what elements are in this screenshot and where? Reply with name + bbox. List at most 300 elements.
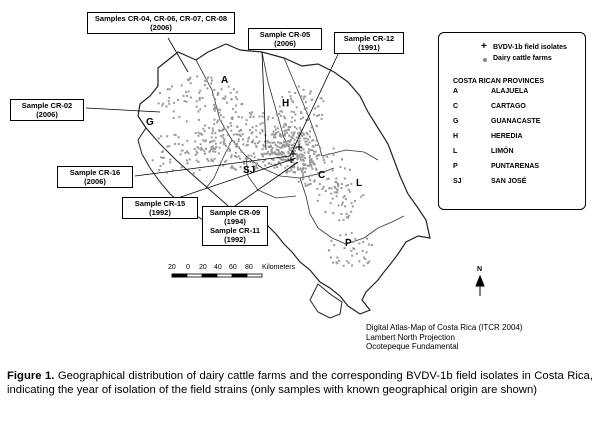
dairy-farm-dot <box>200 149 202 151</box>
dairy-farm-dot <box>363 265 365 267</box>
dairy-farm-dot <box>283 141 285 143</box>
dairy-farm-dot <box>196 146 198 148</box>
dairy-farm-dot <box>277 131 279 133</box>
dairy-farm-dot <box>261 153 263 155</box>
province-name: PUNTARENAS <box>491 163 540 170</box>
dairy-farm-dot <box>209 151 211 153</box>
north-arrow-graphic <box>476 276 484 296</box>
atlas-source-note <box>366 323 523 352</box>
dairy-farm-dot <box>269 142 271 144</box>
dairy-farm-dot <box>333 154 335 156</box>
dairy-farm-dot <box>196 152 198 154</box>
dairy-farm-dot <box>215 146 217 148</box>
dairy-farm-dot <box>190 97 192 99</box>
dairy-farm-dot <box>205 148 207 150</box>
dairy-farm-dot <box>311 149 313 151</box>
dairy-farm-dot <box>210 148 212 150</box>
dairy-farm-dot <box>210 77 212 79</box>
dairy-farm-dot <box>226 102 228 104</box>
dairy-farm-dot <box>204 153 206 155</box>
dairy-farm-dot <box>162 103 164 105</box>
dairy-farm-dot <box>301 95 303 97</box>
dairy-farm-dot <box>152 159 154 161</box>
legend-farms-label: Dairy cattle farms <box>493 55 552 62</box>
scale-tick: 60 <box>229 264 237 271</box>
dairy-farm-dot <box>214 148 216 150</box>
callout-line: Sample CR-12 <box>343 34 395 43</box>
dairy-farm-dot <box>308 176 310 178</box>
callout-line: (2006) <box>84 177 106 186</box>
dairy-farm-dot <box>214 151 216 153</box>
dairy-farm-dot <box>289 147 291 149</box>
dairy-farm-dot <box>197 135 199 137</box>
dairy-farm-dot <box>238 155 240 157</box>
dairy-farm-dot <box>312 160 314 162</box>
dairy-farm-dot <box>227 126 229 128</box>
dairy-farm-dot <box>325 170 327 172</box>
dairy-farm-dot <box>288 91 290 93</box>
dairy-farm-dot <box>371 244 373 246</box>
dairy-farm-dot <box>259 123 261 125</box>
dairy-farm-dot <box>288 135 290 137</box>
dairy-farm-dot <box>290 98 292 100</box>
dairy-farm-dot <box>313 153 315 155</box>
dairy-farm-dot <box>274 136 276 138</box>
dairy-farm-dot <box>291 161 293 163</box>
dairy-farm-dot <box>204 130 206 132</box>
dairy-farm-dot <box>299 127 301 129</box>
dairy-farm-dot <box>283 116 285 118</box>
dairy-farm-dot <box>216 121 218 123</box>
dairy-farm-dot <box>301 171 303 173</box>
dairy-farm-dot <box>296 158 298 160</box>
dairy-farm-dot <box>166 146 168 148</box>
dairy-farm-dot <box>213 104 215 106</box>
north-arrow-label: N <box>477 266 483 273</box>
dairy-farm-dot <box>307 133 309 135</box>
dairy-farm-dot <box>204 105 206 107</box>
dairy-farm-dot <box>302 132 304 134</box>
dairy-farm-dot <box>198 132 200 134</box>
dairy-farm-dot <box>213 108 215 110</box>
dairy-farm-dot <box>198 119 200 121</box>
dairy-farm-dot <box>173 117 175 119</box>
dairy-farm-dot <box>196 106 198 108</box>
province-name: GUANACASTE <box>491 118 541 125</box>
dairy-farm-dot <box>348 189 350 191</box>
dairy-farm-dot <box>292 101 294 103</box>
dairy-farm-dot <box>354 238 356 240</box>
dairy-farm-dot <box>278 146 280 148</box>
dairy-farm-dot <box>177 99 179 101</box>
dairy-farm-dot <box>341 158 343 160</box>
dairy-farm-dot <box>235 105 237 107</box>
dairy-farm-dot <box>241 117 243 119</box>
dairy-farm-dot <box>195 132 197 134</box>
dairy-farm-dot <box>334 191 336 193</box>
dairy-farm-dot <box>274 152 276 154</box>
dairy-farm-dot <box>158 169 160 171</box>
dairy-farm-dot <box>230 122 232 124</box>
dairy-farm-dot <box>334 186 336 188</box>
dairy-farm-dot <box>284 167 286 169</box>
dairy-farm-dot <box>330 202 332 204</box>
dairy-farm-dot <box>212 150 214 152</box>
atlas-note-line: Lambert North Projection <box>366 332 455 342</box>
atlas-note-line: Digital Atlas-Map of Costa Rica (ITCR 2004) <box>366 323 523 332</box>
callout-line: Sample CR-11 <box>209 226 261 235</box>
dairy-farm-dot <box>225 95 227 97</box>
dairy-farm-dot <box>278 161 280 163</box>
dairy-farm-dot <box>338 219 340 221</box>
dairy-farm-dot <box>362 241 364 243</box>
dairy-farm-dot <box>312 139 314 141</box>
dairy-farm-dot <box>317 200 319 202</box>
callout-line: (2006) <box>36 110 58 119</box>
dairy-farm-dot <box>160 165 162 167</box>
dairy-farm-dot <box>276 166 278 168</box>
dairy-farm-dot <box>194 148 196 150</box>
dairy-farm-dot <box>296 128 298 130</box>
dairy-farm-dot <box>208 127 210 129</box>
dairy-farm-dot <box>207 160 209 162</box>
dairy-farm-dot <box>245 158 247 160</box>
dairy-farm-dot <box>186 101 188 103</box>
dairy-farm-dot <box>346 260 348 262</box>
dairy-farm-dot <box>368 244 370 246</box>
callout-cr16 <box>57 166 133 188</box>
dairy-farm-dot <box>324 211 326 213</box>
map-letter-p: P <box>345 238 352 249</box>
province-abbr: SJ <box>453 178 462 185</box>
dairy-farm-dot <box>235 96 237 98</box>
dairy-farm-dot <box>307 184 309 186</box>
dairy-farm-dot <box>180 153 182 155</box>
dairy-farm-dot <box>278 119 280 121</box>
dairy-farm-dot <box>347 184 349 186</box>
dairy-farm-dot <box>296 136 298 138</box>
dairy-farm-dot <box>262 155 264 157</box>
dairy-farm-dot <box>304 152 306 154</box>
dairy-farm-dot <box>205 139 207 141</box>
callout-line: Sample CR-05 <box>259 30 311 39</box>
dairy-farm-dot <box>326 156 328 158</box>
dairy-farm-dot <box>273 131 275 133</box>
dairy-farm-dot <box>238 140 240 142</box>
dairy-farm-dot <box>289 149 291 151</box>
dairy-farm-dot <box>340 213 342 215</box>
dairy-farm-dot <box>200 133 202 135</box>
scale-tick: 20 <box>168 264 176 271</box>
dairy-farm-dot <box>199 169 201 171</box>
dairy-farm-dot <box>309 159 311 161</box>
dairy-farm-dot <box>237 134 239 136</box>
dairy-farm-dot <box>255 129 257 131</box>
dairy-farm-dot <box>305 185 307 187</box>
dairy-farm-dot <box>351 202 353 204</box>
dairy-farm-dot <box>222 98 224 100</box>
dairy-farm-dot <box>240 135 242 137</box>
dairy-farm-dot <box>252 141 254 143</box>
dairy-farm-dot <box>336 195 338 197</box>
dairy-farm-dot <box>280 136 282 138</box>
dairy-farm-dot <box>223 143 225 145</box>
dairy-farm-dot <box>311 166 313 168</box>
dairy-farm-dot <box>238 116 240 118</box>
dairy-farm-dot <box>169 161 171 163</box>
dairy-farm-dot <box>240 129 242 131</box>
dairy-farm-dot <box>350 183 352 185</box>
dairy-farm-dot <box>230 156 232 158</box>
dairy-farm-dot <box>198 161 200 163</box>
callout-line: (1994) <box>224 217 246 226</box>
dairy-farm-dot <box>324 162 326 164</box>
dairy-farm-dot <box>229 150 231 152</box>
dairy-farm-dot <box>277 149 279 151</box>
dairy-farm-dot <box>322 156 324 158</box>
dairy-farm-dot <box>184 152 186 154</box>
dairy-farm-dot <box>268 116 270 118</box>
dairy-farm-dot <box>161 151 163 153</box>
dairy-farm-dot <box>264 164 266 166</box>
dairy-farm-dot <box>344 167 346 169</box>
callout-cr12 <box>334 32 404 54</box>
dairy-farm-dot <box>338 260 340 262</box>
dairy-farm-dot <box>350 250 352 252</box>
dairy-farm-dot <box>360 196 362 198</box>
dairy-farm-dot <box>343 265 345 267</box>
dairy-farm-dot <box>223 116 225 118</box>
dairy-farm-dot <box>163 157 165 159</box>
dairy-farm-dot <box>309 162 311 164</box>
dairy-farm-dot <box>263 145 265 147</box>
dairy-farm-dot <box>235 152 237 154</box>
dairy-farm-dot <box>348 215 350 217</box>
dairy-farm-dot <box>350 211 352 213</box>
dairy-farm-dot <box>310 90 312 92</box>
dairy-farm-dot <box>345 234 347 236</box>
dairy-farm-dot <box>213 89 215 91</box>
dairy-farm-dot <box>212 130 214 132</box>
dairy-farm-dot <box>287 165 289 167</box>
dairy-farm-dot <box>275 129 277 131</box>
dairy-farm-dot <box>236 91 238 93</box>
dairy-farm-dot <box>312 168 314 170</box>
dairy-farm-dot <box>351 255 353 257</box>
dairy-farm-dot <box>242 143 244 145</box>
callout-line: Sample CR-02 <box>21 101 73 110</box>
scale-tick: 20 <box>199 264 207 271</box>
dairy-farm-dot <box>313 146 315 148</box>
dairy-farm-dot <box>173 102 175 104</box>
dairy-farm-dot <box>284 135 286 137</box>
dairy-farm-dot <box>335 181 337 183</box>
dairy-farm-dot <box>268 162 270 164</box>
dairy-farm-dot <box>287 151 289 153</box>
dairy-farm-dot <box>280 110 282 112</box>
dairy-farm-dot <box>318 194 320 196</box>
dairy-farm-dot <box>297 133 299 135</box>
dairy-farm-dot <box>339 234 341 236</box>
dairy-farm-dot <box>183 95 185 97</box>
dairy-farm-dot <box>199 97 201 99</box>
dairy-farm-dot <box>263 153 265 155</box>
dairy-farm-dot <box>241 103 243 105</box>
province-name: ALAJUELA <box>491 88 529 95</box>
dairy-farm-dot <box>255 145 257 147</box>
dairy-farm-dot <box>212 94 214 96</box>
dairy-farm-dot <box>282 144 284 146</box>
dairy-farm-dot <box>252 126 254 128</box>
dairy-farm-dot <box>303 89 305 91</box>
dairy-farm-dot <box>171 86 173 88</box>
dairy-farm-dot <box>343 219 345 221</box>
dairy-farm-dot <box>169 88 171 90</box>
dairy-farm-dot <box>259 116 261 118</box>
dairy-farm-dot <box>178 143 180 145</box>
dairy-farm-dot <box>303 160 305 162</box>
dairy-farm-dot <box>302 173 304 175</box>
dairy-farm-dot <box>186 140 188 142</box>
map-letter-g: G <box>146 117 154 128</box>
dairy-farm-dot <box>213 123 215 125</box>
dairy-farm-dot <box>310 183 312 185</box>
dairy-farm-dot <box>230 130 232 132</box>
dairy-farm-dot <box>271 153 273 155</box>
dairy-farm-dot <box>232 108 234 110</box>
dairy-farm-dot <box>212 140 214 142</box>
dairy-farm-dot <box>190 82 192 84</box>
dairy-farm-dot <box>175 134 177 136</box>
callout-line: Sample CR-09 <box>209 208 261 217</box>
dairy-farm-dot <box>211 132 213 134</box>
dairy-farm-dot <box>220 120 222 122</box>
dairy-farm-dot <box>358 242 360 244</box>
province-abbr: L <box>453 148 458 155</box>
dairy-farm-dot <box>248 155 250 157</box>
dairy-farm-dot <box>199 108 201 110</box>
dairy-farm-dot <box>160 135 162 137</box>
dairy-farm-dot <box>204 125 206 127</box>
province-abbr: P <box>453 163 458 170</box>
callout-line: (1991) <box>358 43 380 52</box>
dairy-farm-dot <box>187 79 189 81</box>
dairy-farm-dot <box>258 140 260 142</box>
dairy-farm-dot <box>272 133 274 135</box>
dairy-farm-dot <box>305 101 307 103</box>
dairy-farm-dot <box>239 158 241 160</box>
dairy-farm-dot <box>278 113 280 115</box>
dairy-farm-dot <box>250 155 252 157</box>
dairy-farm-dot <box>202 139 204 141</box>
map-letter-a: A <box>221 75 229 86</box>
dairy-farm-dot <box>279 142 281 144</box>
province-name: CARTAGO <box>491 103 526 110</box>
dairy-farm-dot <box>311 174 313 176</box>
dairy-farm-dot <box>253 116 255 118</box>
callout-line: (2006) <box>274 39 296 48</box>
dairy-farm-dot <box>291 121 293 123</box>
dairy-farm-dot <box>225 145 227 147</box>
dairy-farm-dot <box>286 132 288 134</box>
dairy-farm-dot <box>351 265 353 267</box>
dairy-farm-dot <box>309 93 311 95</box>
scale-tick: 0 <box>186 264 190 271</box>
dairy-farm-dot <box>188 152 190 154</box>
dairy-farm-dot <box>181 84 183 86</box>
farm-dot-icon <box>483 58 487 62</box>
dairy-farm-dot <box>241 151 243 153</box>
dairy-farm-dot <box>266 153 268 155</box>
province-name: HEREDIA <box>491 133 523 140</box>
dairy-farm-dot <box>367 262 369 264</box>
dairy-farm-dot <box>291 111 293 113</box>
dairy-farm-dot <box>309 179 311 181</box>
dairy-farm-dot <box>159 92 161 94</box>
dairy-farm-dot <box>249 116 251 118</box>
dairy-farm-dot <box>289 140 291 142</box>
dairy-farm-dot <box>366 251 368 253</box>
dairy-farm-dot <box>219 109 221 111</box>
dairy-farm-dot <box>178 116 180 118</box>
map-legend <box>438 32 586 210</box>
dairy-farm-dot <box>293 142 295 144</box>
dairy-farm-dot <box>247 141 249 143</box>
dairy-farm-dot <box>328 187 330 189</box>
dairy-farm-dot <box>338 204 340 206</box>
dairy-farm-dot <box>222 134 224 136</box>
dairy-farm-dot <box>306 140 308 142</box>
dairy-farm-dot <box>169 159 171 161</box>
dairy-farm-dot <box>335 178 337 180</box>
dairy-farm-dot <box>279 106 281 108</box>
dairy-farm-dot <box>174 143 176 145</box>
dairy-farm-dot <box>318 114 320 116</box>
dairy-farm-dot <box>199 90 201 92</box>
dairy-farm-dot <box>166 135 168 137</box>
dairy-farm-dot <box>246 119 248 121</box>
dairy-farm-dot <box>181 166 183 168</box>
dairy-farm-dot <box>279 133 281 135</box>
province-name: SAN JOSÉ <box>491 178 527 185</box>
dairy-farm-dot <box>317 106 319 108</box>
dairy-farm-dot <box>332 198 334 200</box>
dairy-farm-dot <box>161 105 163 107</box>
dairy-farm-dot <box>346 216 348 218</box>
dairy-farm-dot <box>351 232 353 234</box>
callout-cr09-11 <box>202 206 268 246</box>
dairy-farm-dot <box>268 153 270 155</box>
dairy-farm-dot <box>204 84 206 86</box>
province-abbr: G <box>453 118 459 125</box>
dairy-farm-dot <box>277 127 279 129</box>
dairy-farm-dot <box>242 138 244 140</box>
dairy-farm-dot <box>211 158 213 160</box>
dairy-farm-dot <box>204 80 206 82</box>
dairy-farm-dot <box>340 166 342 168</box>
dairy-farm-dot <box>300 111 302 113</box>
dairy-farm-dot <box>230 125 232 127</box>
dairy-farm-dot <box>235 111 237 113</box>
dairy-farm-dot <box>311 126 313 128</box>
dairy-farm-dot <box>234 155 236 157</box>
dairy-farm-dot <box>188 90 190 92</box>
dairy-farm-dot <box>364 258 366 260</box>
callout-cr05 <box>248 28 322 50</box>
dairy-farm-dot <box>303 138 305 140</box>
dairy-farm-dot <box>280 164 282 166</box>
dairy-farm-dot <box>286 143 288 145</box>
